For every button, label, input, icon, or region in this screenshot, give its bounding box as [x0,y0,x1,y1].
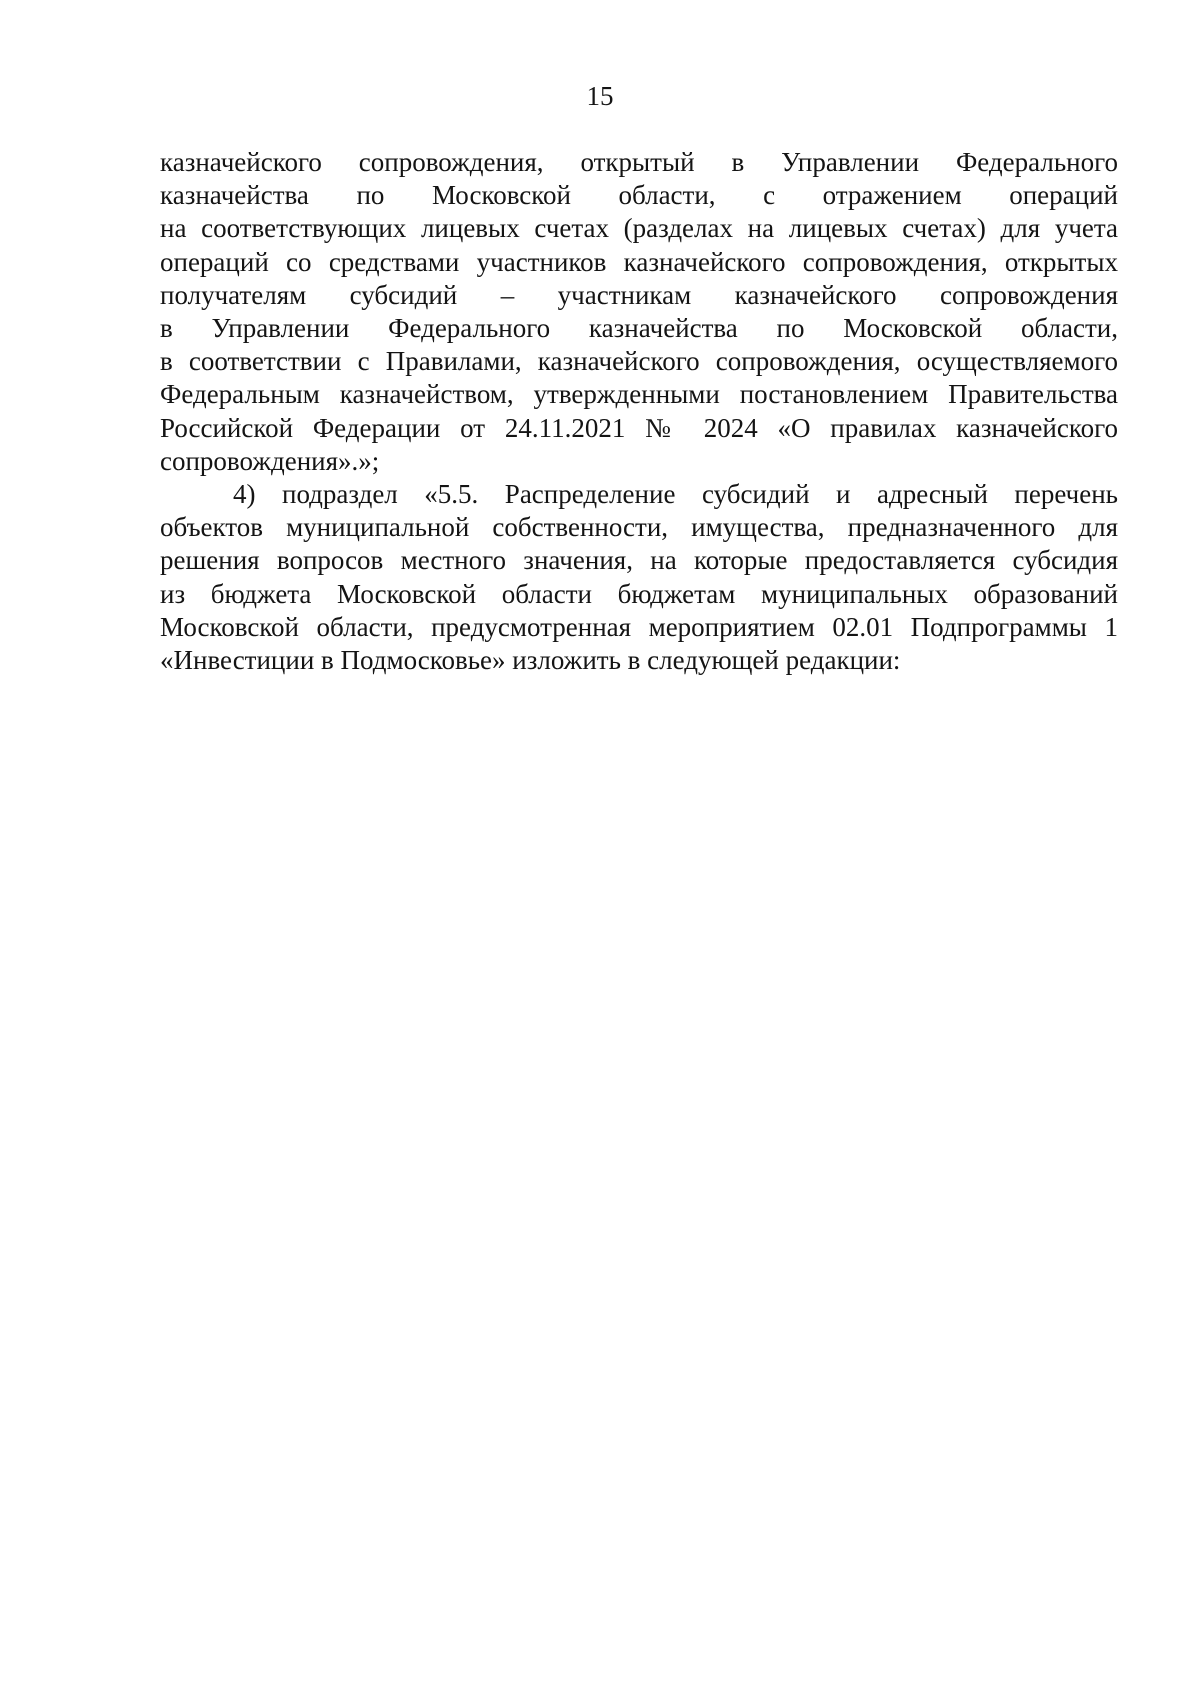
text-line: решения вопросов местного значения, на которые предоставляется субсидия [160,545,1118,576]
text-line: «Инвестиции в Подмосковье» изложить в следующей редакции: [160,645,901,676]
paragraph-continuation [160,146,1118,478]
text-line: операций со средствами участников казначейского сопровождения, открытых [160,246,1118,277]
text-line: Московской области, предусмотренная мероприятием 02.01 Подпрограммы 1 [160,611,1118,642]
text-line: 4) подраздел «5.5. Распределение субсидий и адресный перечень [233,479,1118,510]
text-line: в соответствии с Правилами, казначейского сопровождения, осуществляемого [160,346,1118,377]
text-line: получателям субсидий – участникам казначейского сопровождения [160,279,1118,310]
text-line: казначейства по Московской области, с отражением операций [160,180,1118,211]
text-line: Федеральным казначейством, утвержденными постановлением Правительства [160,379,1118,410]
text-line: Российской Федерации от 24.11.2021 № 2024 «О правилах казначейского [160,412,1118,443]
text-line: объектов муниципальной собственности, имущества, предназначенного для [160,512,1118,543]
text-line: из бюджета Московской области бюджетам муниципальных образований [160,578,1118,609]
text-line: казначейского сопровождения, открытый в Управлении Федерального [160,147,1118,177]
text-line: на соответствующих лицевых счетах (разделах на лицевых счетах) для учета [160,213,1118,244]
paragraph-item-4 [160,478,1118,677]
document-body [160,146,1118,677]
text-line: сопровождения».»; [160,445,380,476]
text-line: в Управлении Федерального казначейства по Московской области, [160,313,1118,344]
page-number: 15 [586,81,614,111]
